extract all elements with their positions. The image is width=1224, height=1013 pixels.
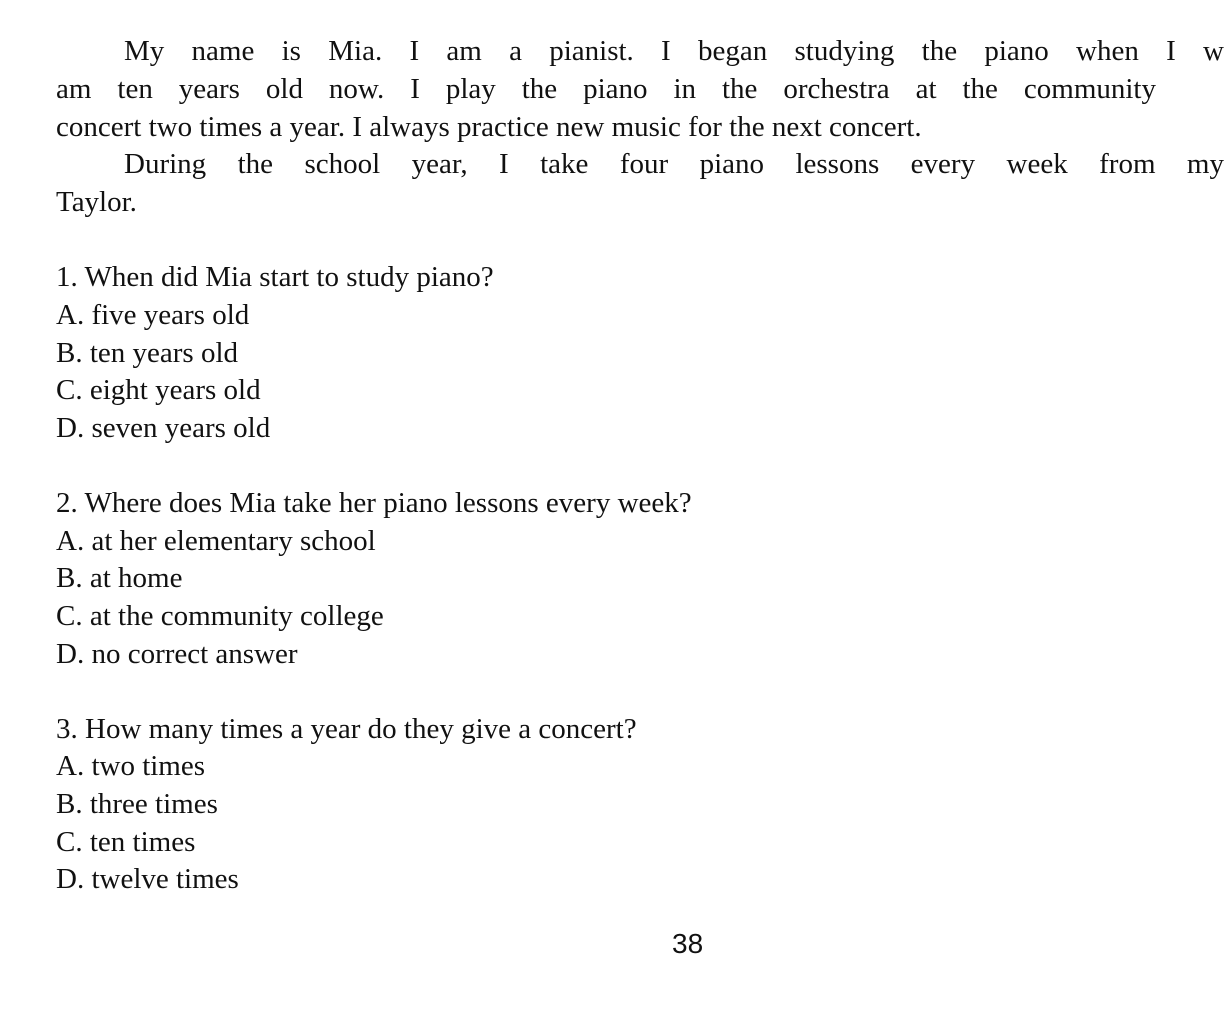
answer-option: C. eight years old (56, 374, 261, 406)
answer-option: D. twelve times (56, 863, 239, 895)
answer-option: A. two times (56, 750, 206, 782)
question-prompt: 2. Where does Mia take her piano lessons every week? (56, 487, 692, 519)
answer-option: D. seven years old (56, 412, 271, 444)
passage-line: Taylor. (56, 186, 137, 218)
answer-option: C. at the community college (56, 600, 384, 632)
question-prompt: 3. How many times a year do they give a concert? (56, 713, 637, 745)
answer-option: B. ten years old (56, 337, 239, 369)
answer-option: B. three times (56, 788, 218, 820)
page-number: 38 (672, 928, 704, 959)
answer-option: D. no correct answer (56, 638, 298, 670)
answer-option: A. five years old (56, 299, 250, 331)
passage-line: During the school year, I take four piano lessons every week from my (124, 148, 1224, 180)
passage-line: concert two times a year. I always practice new music for the next concert. (56, 111, 922, 143)
passage-line: My name is Mia. I am a pianist. I began studying the piano when I w (124, 35, 1224, 67)
answer-option: A. at her elementary school (56, 525, 376, 557)
question-prompt: 1. When did Mia start to study piano? (56, 261, 494, 293)
answer-option: C. ten times (56, 826, 196, 858)
passage-line: am ten years old now. I play the piano in the orchestra at the community (56, 73, 1156, 105)
answer-option: B. at home (56, 562, 183, 594)
